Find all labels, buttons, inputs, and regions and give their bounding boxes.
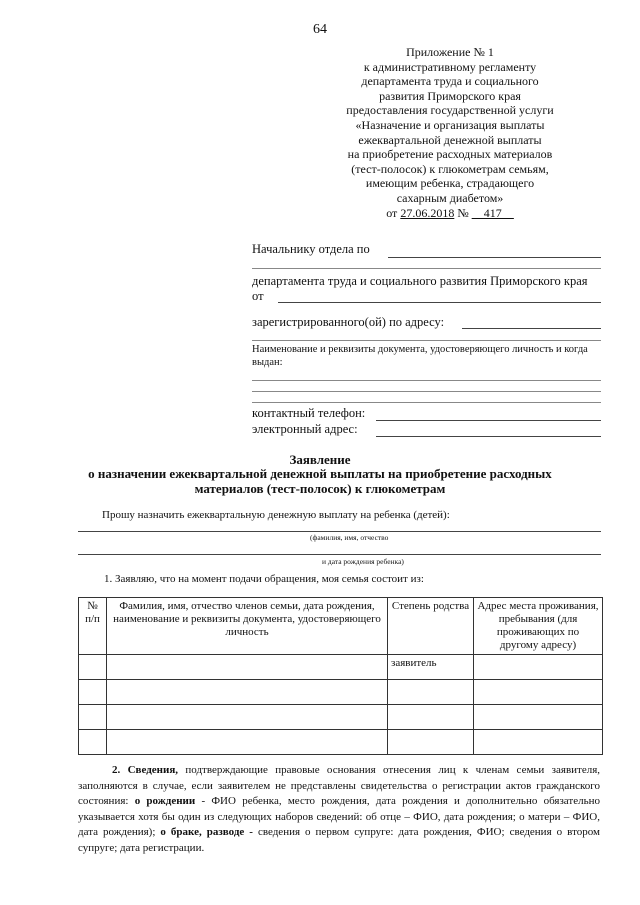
section2-text-3: сведения о первом супруге: дата рождения, ФИО; сведения о втором супруге; дата регистрации. [78,826,600,854]
col-relation-header: Степень родства [388,598,474,655]
to-head-field[interactable] [388,257,601,258]
appendix-date: 27.06.2018 [400,205,455,220]
table-cell[interactable] [79,705,107,730]
appendix-line: на приобретение расходных материалов [347,147,553,162]
family-table [78,597,603,755]
table-cell[interactable] [107,705,388,730]
child-name-field[interactable] [78,531,601,532]
col-address-header: Адрес места проживания, пребывания (для проживающих по другому адресу) [474,598,603,655]
section2-birth: о рождении [134,795,196,807]
appendix-line: (тест-полосок) к глюкометрам семьям, [351,161,549,176]
col-number-header: № п/п [79,598,107,655]
appendix-line: Приложение № 1 [406,45,494,59]
appendix-line: развития Приморского края [379,88,521,103]
to-head-field-2[interactable] [252,268,601,269]
table-row [79,730,603,755]
col-name-header: Фамилия, имя, отчество членов семьи, дата рождения, наименование и реквизиты документа, удостоверяющего личность [107,598,388,655]
table-header-row [79,598,603,655]
child-birthdate-field[interactable] [78,554,601,555]
date-prefix: от [386,205,398,220]
appendix-line: «Назначение и организация выплаты [355,117,545,132]
phone-label: контактный телефон: [252,406,366,420]
appendix-header [290,45,610,220]
table-cell[interactable] [388,705,474,730]
section2-text-2: - ФИО ребенка, место рождения, дата рождения и дополнительно обязательно указывается хотя бы один из следующих наборов сведений: об отце – ФИО, дата рождения; о матери – ФИО, дата рождения); [78,795,600,838]
section2-text-1: подтверждающие правовые основания отнесения лиц к членам семьи заявителя, заполняются в случае, если заявителем не представлены свидетельства о регистрации актов гражданского состояния: [78,764,601,807]
appendix-line: имеющим ребенка, страдающего [365,176,535,191]
document-field-3[interactable] [252,402,601,403]
section2-marriage: о браке, разводе - [160,826,253,838]
statement-subtitle-1: о назначении ежеквартальной денежной выплаты на приобретение расходных [88,466,552,481]
document-field-1[interactable] [252,380,601,381]
address-field[interactable] [462,328,601,329]
table-cell[interactable]: заявитель [388,655,474,680]
table-cell[interactable] [388,680,474,705]
number-sign: № [457,205,469,220]
appendix-line: ежеквартальной денежной выплаты [358,132,542,147]
phone-field[interactable] [376,420,601,421]
child-birthdate-hint: и дата рождения ребенка) [322,557,404,566]
address-field-2[interactable] [252,340,601,341]
table-cell[interactable] [79,680,107,705]
table-cell[interactable] [107,730,388,755]
table-cell[interactable] [388,730,474,755]
page-number: 64 [313,22,327,37]
table-cell[interactable] [474,705,603,730]
table-cell[interactable] [79,655,107,680]
registered-label: зарегистрированного(ой) по адресу: [252,315,445,329]
email-label: электронный адрес: [252,422,358,436]
email-field[interactable] [376,436,601,437]
issued-label: выдан: [252,357,283,368]
section2-paragraph [78,763,600,856]
appendix-date-line [290,206,610,221]
table-cell[interactable] [474,680,603,705]
from-field[interactable] [278,302,601,303]
table-cell[interactable] [107,655,388,680]
table-cell[interactable] [107,680,388,705]
appendix-line: к административному регламенту [363,59,537,74]
appendix-number: __417__ [471,205,514,220]
appendix-line: департамента труда и социального [361,74,539,89]
table-row [79,655,603,680]
document-label: Наименование и реквизиты документа, удостоверяющего личность и когда [252,344,588,355]
section2-lead: Сведения, [127,764,179,776]
table-cell[interactable] [79,730,107,755]
table-cell[interactable] [474,730,603,755]
appendix-line: сахарным диабетом» [396,190,504,205]
document-field-2[interactable] [252,391,601,392]
section1-text: 1. Заявляю, что на момент подачи обращения, моя семья состоит из: [104,573,424,585]
to-head-label: Начальнику отдела по [252,242,370,256]
table-cell[interactable] [474,655,603,680]
from-label: от [252,289,264,303]
section2-number: 2. [112,764,121,776]
child-name-hint: (фамилия, имя, отчество [310,533,389,542]
table-row [79,680,603,705]
request-text: Прошу назначить ежеквартальную денежную выплату на ребенка (детей): [102,509,450,521]
table-row [79,705,603,730]
appendix-line: предоставления государственной услуги [346,103,554,118]
statement-title: Заявление [289,452,351,467]
department-label: департамента труда и социального развития Приморского края [252,274,588,288]
statement-subtitle-2: материалов (тест-полосок) к глюкометрам [194,481,446,496]
